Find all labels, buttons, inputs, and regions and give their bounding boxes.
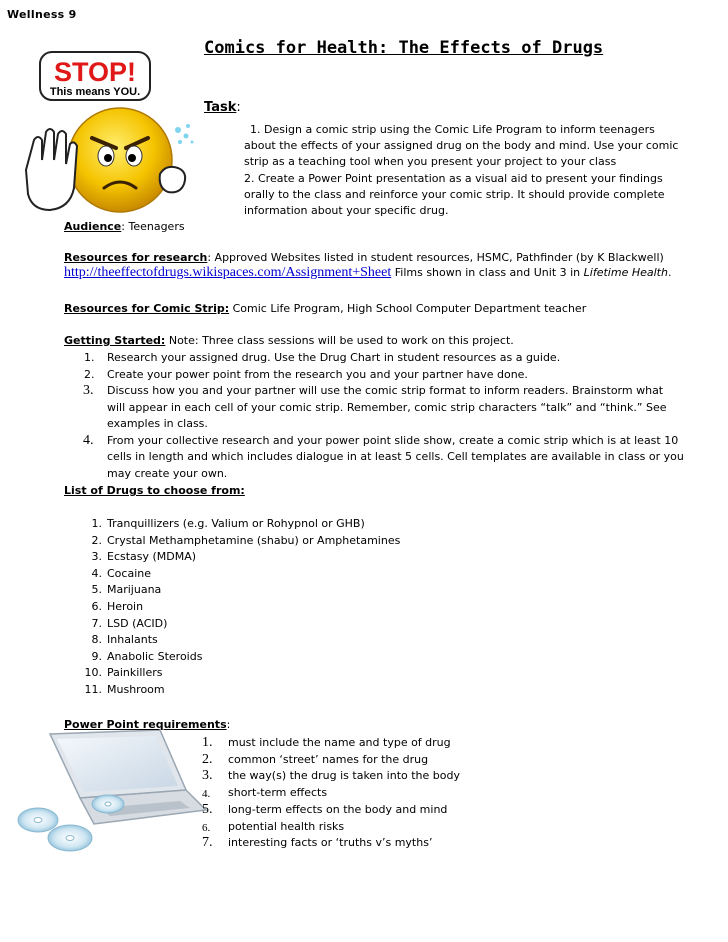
audience-line: Audience: Teenagers xyxy=(64,220,185,233)
list-item: 2. Create your power point from the research you and your partner have done. xyxy=(84,367,528,381)
list-item: 9. Anabolic Steroids xyxy=(91,649,203,663)
list-item: 7. LSD (ACID) xyxy=(91,616,168,630)
list-item: 3. Discuss how you and your partner will use the comic strip format to inform readers. Brainstorm what will appear in each cell of your comic strip. Remember, comic strip characters “talk” and “think.” See examples in class. xyxy=(83,383,667,430)
list-item: 3. the way(s) the drug is taken into the body xyxy=(202,768,460,784)
list-item: 1. Tranquillizers (e.g. Valium or Rohypnol or GHB) xyxy=(91,517,365,530)
drug-list xyxy=(64,516,464,699)
stop-face-icon xyxy=(20,48,200,220)
list-item: 8. Inhalants xyxy=(91,633,158,647)
powerpoint-requirements-list xyxy=(202,735,622,852)
list-item: 4. short-term effects xyxy=(202,786,328,801)
list-item: 2. Crystal Methamphetamine (shabu) or Amphetamines xyxy=(91,533,401,547)
task-line: strip as a teaching tool when you present your project to your class xyxy=(244,155,617,169)
drug-list-heading: List of Drugs to choose from: xyxy=(64,484,245,497)
laptop-icon xyxy=(10,728,210,860)
getting-started-list xyxy=(64,350,704,482)
powerpoint-heading: Power Point requirements: xyxy=(64,718,231,731)
list-item: 5. Marijuana xyxy=(91,583,162,597)
task-line: 2. Create a Power Point presentation as a visual aid to present your findings xyxy=(244,171,663,185)
task-heading: Task: xyxy=(204,100,241,115)
resources-research-line-2: http://theeffectofdrugs.wikispaces.com/Assignment+Sheet Films shown in class and Unit 3 in Lifetime Health. xyxy=(64,265,672,280)
list-item: 6. Heroin xyxy=(91,599,144,613)
stop-face-illustration xyxy=(20,48,200,220)
list-item: 2. common ‘street’ names for the drug xyxy=(202,751,429,767)
resources-comic-line: Resources for Comic Strip: Comic Life Program, High School Computer Department teacher xyxy=(64,302,587,315)
task-line: information about your specific drug. xyxy=(244,204,449,218)
task-description xyxy=(244,122,694,219)
list-item: 5. long-term effects on the body and mind xyxy=(202,801,448,817)
list-item: 6. potential health risks xyxy=(202,819,345,834)
task-line: orally to the class and reinforce your comic strip. It should provide complete xyxy=(244,187,665,201)
list-item: 3. Ecstasy (MDMA) xyxy=(91,550,197,564)
list-item: 4. From your collective research and your power point slide show, create a comic strip which is at least 10 cells in length and which includes dialogue in at least 5 cells. Cell templates are available in class or you may create your own. xyxy=(83,432,684,480)
list-item: 1. must include the name and type of drug xyxy=(202,735,451,750)
resources-research-line: Resources for research: Approved Websites listed in student resources, HSMC, Pathfinder (by K Blackwell) xyxy=(64,251,664,264)
task-line: 1. Design a comic strip using the Comic Life Program to inform teenagers xyxy=(250,123,655,136)
list-item: 1. Research your assigned drug. Use the Drug Chart in student resources as a guide. xyxy=(84,351,561,364)
list-item: 11. Mushroom xyxy=(84,682,165,696)
list-item: 4. Cocaine xyxy=(91,566,151,580)
list-item: 7. interesting facts or ‘truths v’s myths’ xyxy=(202,835,433,851)
getting-started-heading: Getting Started: Note: Three class sessions will be used to work on this project. xyxy=(64,334,514,347)
course-header: Wellness 9 xyxy=(7,8,77,21)
wikispaces-link[interactable]: http://theeffectofdrugs.wikispaces.com/Assignment+Sheet xyxy=(64,265,392,280)
laptop-cd-illustration xyxy=(10,728,210,860)
stop-sign-caption: This means YOU. xyxy=(49,86,141,98)
task-line: about the effects of your assigned drug on the body and mind. Use your comic xyxy=(244,139,679,153)
page-title: Comics for Health: The Effects of Drugs xyxy=(204,38,604,58)
stop-sign-text: STOP! xyxy=(53,57,137,87)
list-item: 10. Painkillers xyxy=(84,666,163,680)
